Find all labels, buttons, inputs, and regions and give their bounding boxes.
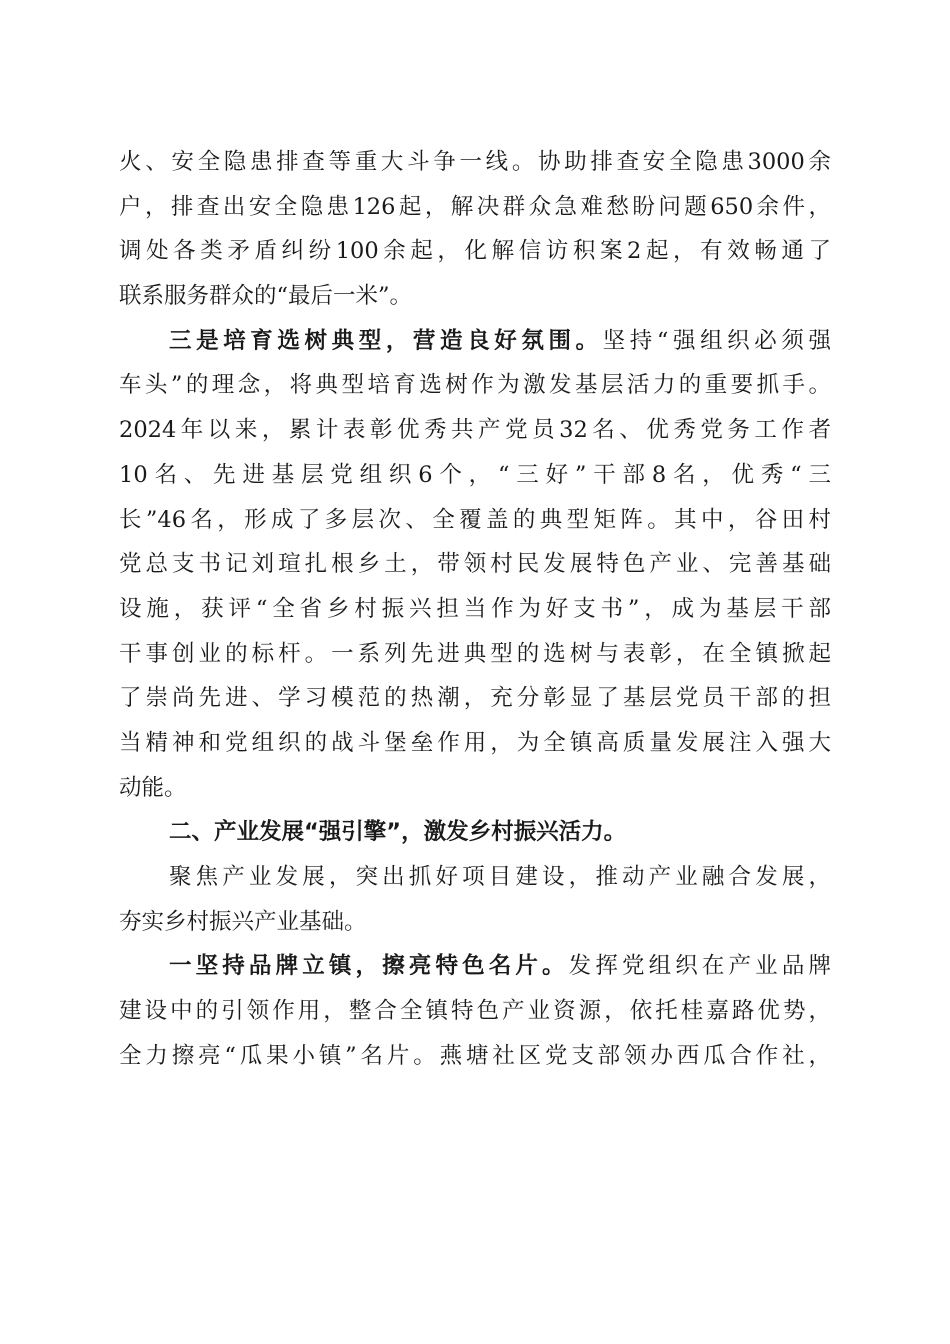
text-line: 聚焦产业发展，突出抓好项目建设，推动产业融合发展， [169, 864, 831, 890]
text-line: 全力擦亮“瓜果小镇”名片。燕塘社区党支部领办西瓜合作社， [119, 1042, 831, 1069]
text-line: 长”46名，形成了多层次、全覆盖的典型矩阵。其中，谷田村 [119, 506, 831, 533]
text-line: 党总支书记刘瑄扎根乡土，带领村民发展特色产业、完善基础 [119, 551, 831, 578]
text-line: 车头”的理念，将典型培育选树作为激发基层活力的重要抓手。 [119, 372, 831, 399]
paragraph-industry-focus [119, 855, 831, 944]
text-line: 设施，获评“全省乡村振兴担当作为好支书”，成为基层干部 [119, 595, 831, 622]
text-line: 火、安全隐患排查等重大斗争一线。协助排查安全隐患3000余 [119, 149, 831, 175]
text-line: 调处各类矛盾纠纷100余起，化解信访积案2起，有效畅通了 [119, 238, 831, 265]
text-line: 了崇尚先进、学习模范的热潮，充分彰显了基层党员干部的担 [119, 685, 831, 712]
paragraph-model-cultivation [119, 319, 831, 811]
paragraph-service-results [119, 140, 831, 319]
text-line: 夯实乡村振兴产业基础。 [119, 908, 367, 935]
text-line: 干事创业的标杆。一系列先进典型的选树与表彰，在全镇掀起 [119, 640, 831, 667]
text-line: 10名、先进基层党组织6个，“三好”干部8名，优秀“三 [119, 461, 831, 488]
text-line: 户，排查出安全隐患126起，解决群众急难愁盼问题650余件， [119, 193, 831, 220]
lead-text: 发挥党组织在产业品牌 [568, 953, 831, 980]
text-line: 当精神和党组织的战斗堡垒作用，为全镇高质量发展注入强大 [119, 729, 831, 756]
text-line: 联系服务群众的“最后一米”。 [119, 283, 413, 310]
document-body [119, 140, 831, 1078]
paragraph-brand-building [119, 944, 831, 1078]
text-line: 建设中的引领作用，整合全镇特色产业资源，依托桂嘉路优势， [119, 998, 831, 1025]
bold-lead: 一坚持品牌立镇，擦亮特色名片。 [169, 953, 569, 980]
text-line: 2024年以来，累计表彰优秀共产党员32名、优秀党务工作者 [119, 417, 831, 444]
paragraph-lead-line [119, 944, 831, 989]
text-line: 动能。 [119, 774, 187, 801]
paragraph-lead-line [119, 319, 831, 364]
section-heading: 二、产业发展“强引擎”，激发乡村振兴活力。 [169, 819, 627, 846]
bold-lead: 三是培育选树典型，营造良好氛围。 [169, 327, 603, 354]
lead-text: 坚持“强组织必须强 [602, 327, 831, 354]
